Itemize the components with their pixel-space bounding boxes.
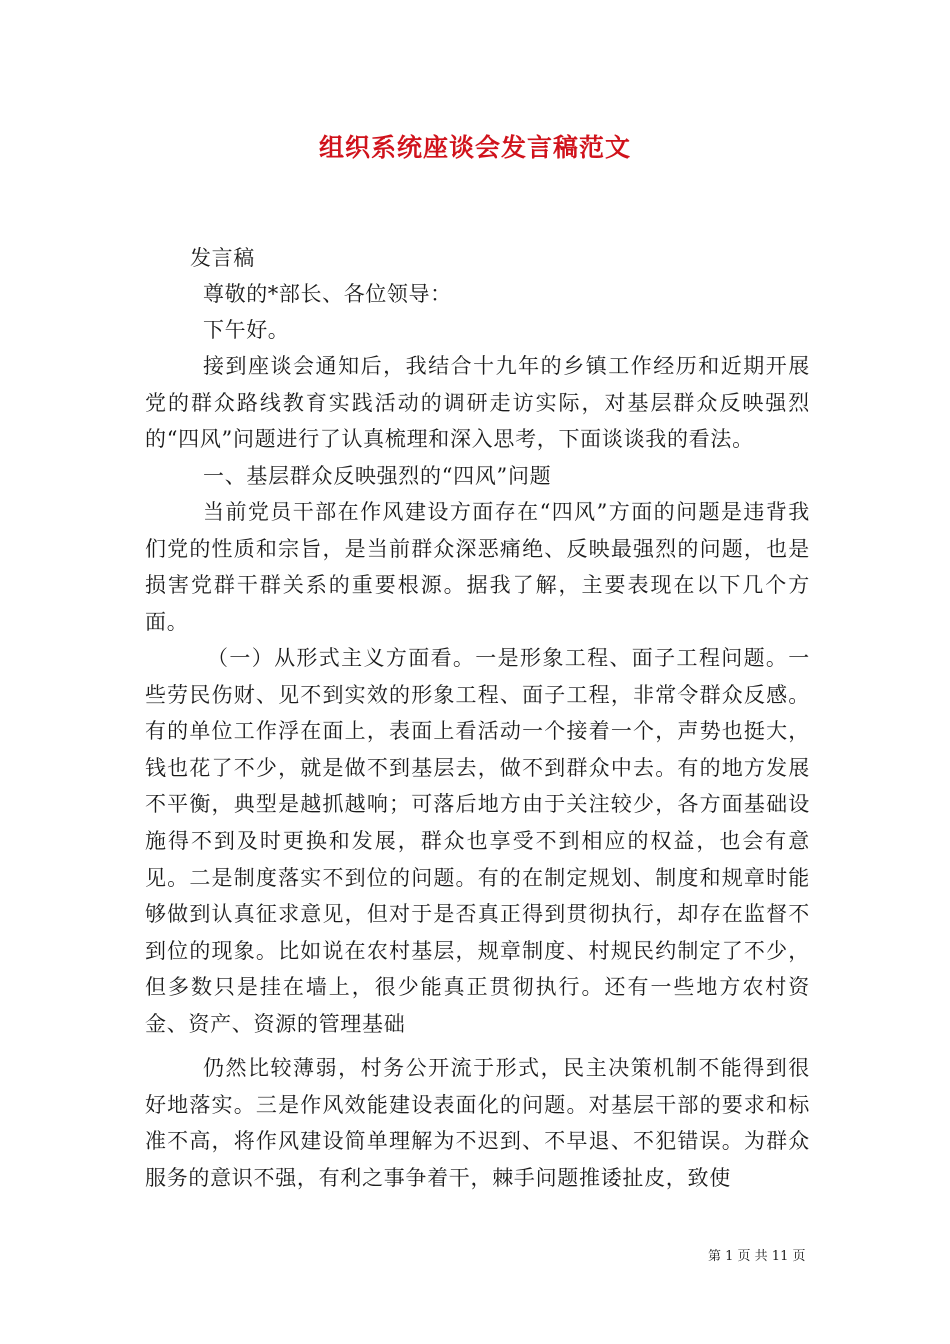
paragraph-overview: 当前党员干部在作风建设方面存在“四风”方面的问题是违背我们党的性质和宗旨，是当前群众深恶痛绝、反映最强烈的问题，也是损害党群干群关系的重要根源。据我了解，主要表现在以下几个方面。 <box>145 500 810 634</box>
greeting: 下午好。 <box>203 318 290 342</box>
document-title: 组织系统座谈会发言稿范文 <box>318 133 631 162</box>
heading-label: 发言稿 <box>190 246 255 270</box>
paragraph-formalism: （一）从形式主义方面看。一是形象工程、面子工程问题。一些劳民伤财、见不到实效的形象工程、面子工程，非常令群众反感。有的单位工作浮在面上，表面上看活动一个接着一个，声势也挺大，钱也花了不少，就是做不到基层去，做不到群众中去。有的地方发展不平衡，典型是越抓越响；可落后地方由于关注较少，各方面基础设施得不到及时更换和发展，群众也享受不到相应的权益，也会有意见。二是制度落实不到位的问题。有的在制定规划、制度和规章时能够做到认真征求意见，但对于是否真正得到贯彻执行，却存在监督不到位的现象。比如说在农村基层，规章制度、村规民约制定了不少，但多数只是挂在墙上，很少能真正贯彻执行。还有一些地方农村资金、资产、资源的管理基础 <box>145 646 810 1036</box>
page-indicator: 第 1 页 共 11 页 <box>708 1249 806 1264</box>
salutation: 尊敬的*部长、各位领导： <box>203 282 452 306</box>
paragraph-intro: 接到座谈会通知后，我结合十九年的乡镇工作经历和近期开展党的群众路线教育实践活动的调研走访实际，对基层群众反映强烈的“四风”问题进行了认真梳理和深入思考，下面谈谈我的看法。 <box>145 354 810 452</box>
paragraph-continued: 仍然比较薄弱，村务公开流于形式，民主决策机制不能得到很好地落实。三是作风效能建设表面化的问题。对基层干部的要求和标准不高，将作风建设简单理解为不迟到、不早退、不犯错误。为群众服务的意识不强，有利之事争着干，棘手问题推诿扯皮，致使 <box>145 1056 810 1190</box>
section-heading: 一、基层群众反映强烈的“四风”问题 <box>203 464 552 488</box>
